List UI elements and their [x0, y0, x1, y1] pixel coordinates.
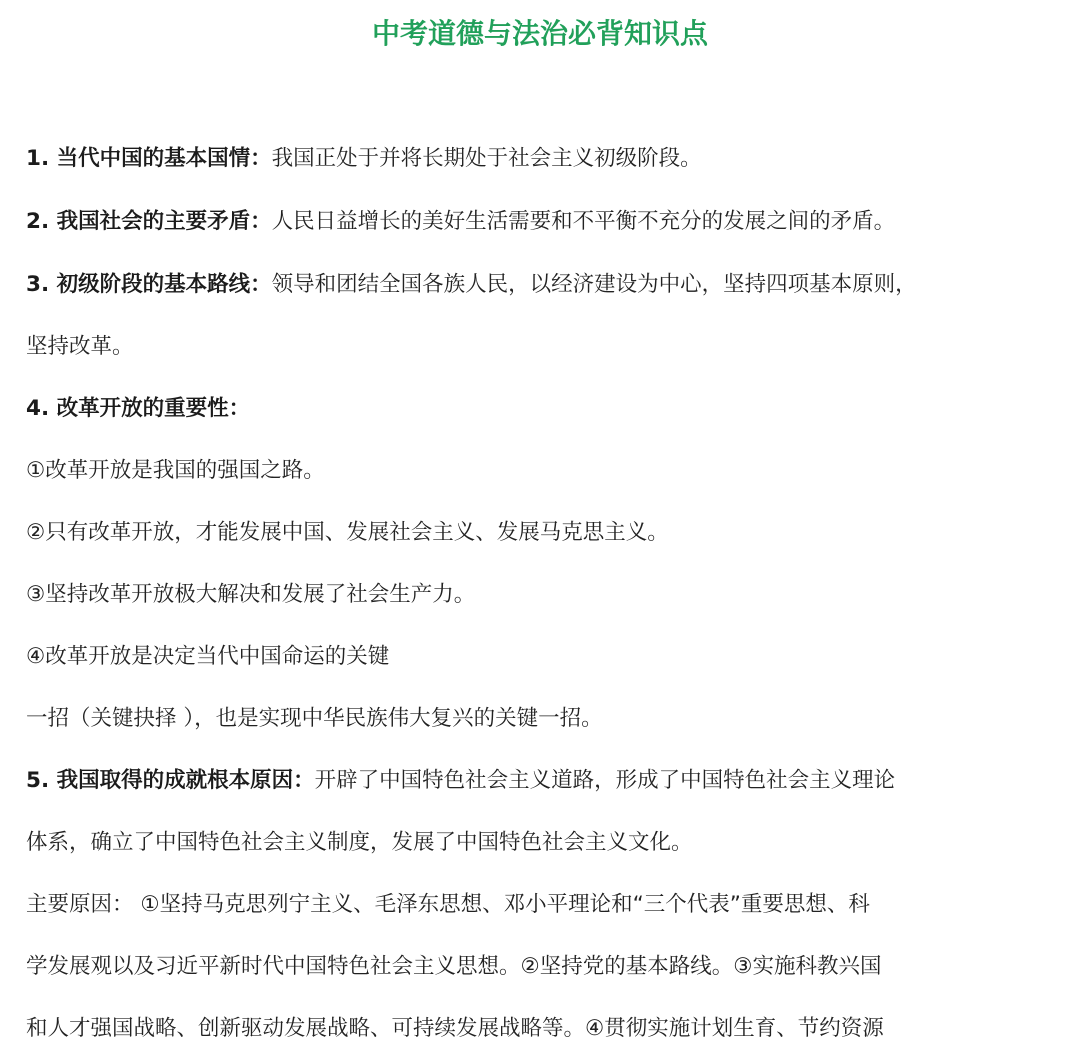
item-1-text: 我国正处于并将长期处于社会主义初级阶段。 [271, 146, 702, 171]
item-2-text: 人民日益增长的美好生活需要和不平衡不充分的发展之间的矛盾。 [271, 209, 896, 234]
item-4-point-3: ③坚持改革开放极大解决和发展了社会生产力。 [26, 582, 476, 607]
item-3-label: 3. 初级阶段的基本路线： [26, 272, 272, 297]
item-5-main-reasons-2: 学发展观以及习近平新时代中国特色社会主义思想。②坚持党的基本路线。③实施科教兴国 [26, 954, 882, 979]
item-1 [26, 142, 1066, 176]
item-1-label: 1. 当代中国的基本国情： [26, 146, 272, 171]
item-4-label: 4. 改革开放的重要性： [26, 396, 251, 421]
item-5-main-reasons-1: 主要原因： ①坚持马克思列宁主义、毛泽东思想、邓小平理论和“三个代表”重要思想、科 [26, 892, 870, 917]
item-5 [26, 764, 1066, 798]
item-4-point-4: ④改革开放是决定当代中国命运的关键 [26, 644, 390, 669]
item-5-continuation: 体系，确立了中国特色社会主义制度，发展了中国特色社会主义文化。 [26, 830, 693, 855]
item-5-text: 开辟了中国特色社会主义道路，形成了中国特色社会主义理论 [314, 768, 896, 793]
item-2-label: 2. 我国社会的主要矛盾： [26, 209, 272, 234]
item-4-point-1: ①改革开放是我国的强国之路。 [26, 458, 325, 483]
page-title: 中考道德与法治必背知识点 [371, 17, 708, 50]
item-3 [26, 268, 1066, 302]
item-5-main-reasons-3: 和人才强国战略、创新驱动发展战略、可持续发展战略等。④贯彻实施计划生育、节约资源 [26, 1016, 884, 1041]
item-4-point-4-continuation: 一招（关键抉择 ），也是实现中华民族伟大复兴的关键一招。 [26, 706, 603, 731]
item-3-continuation: 坚持改革。 [26, 334, 134, 359]
item-3-text: 领导和团结全国各族人民，以经济建设为中心，坚持四项基本原则， [271, 272, 917, 297]
item-5-label: 5. 我国取得的成就根本原因： [26, 768, 315, 793]
item-4-point-2: ②只有改革开放，才能发展中国、发展社会主义、发展马克思主义。 [26, 520, 669, 545]
item-2 [26, 205, 1066, 239]
